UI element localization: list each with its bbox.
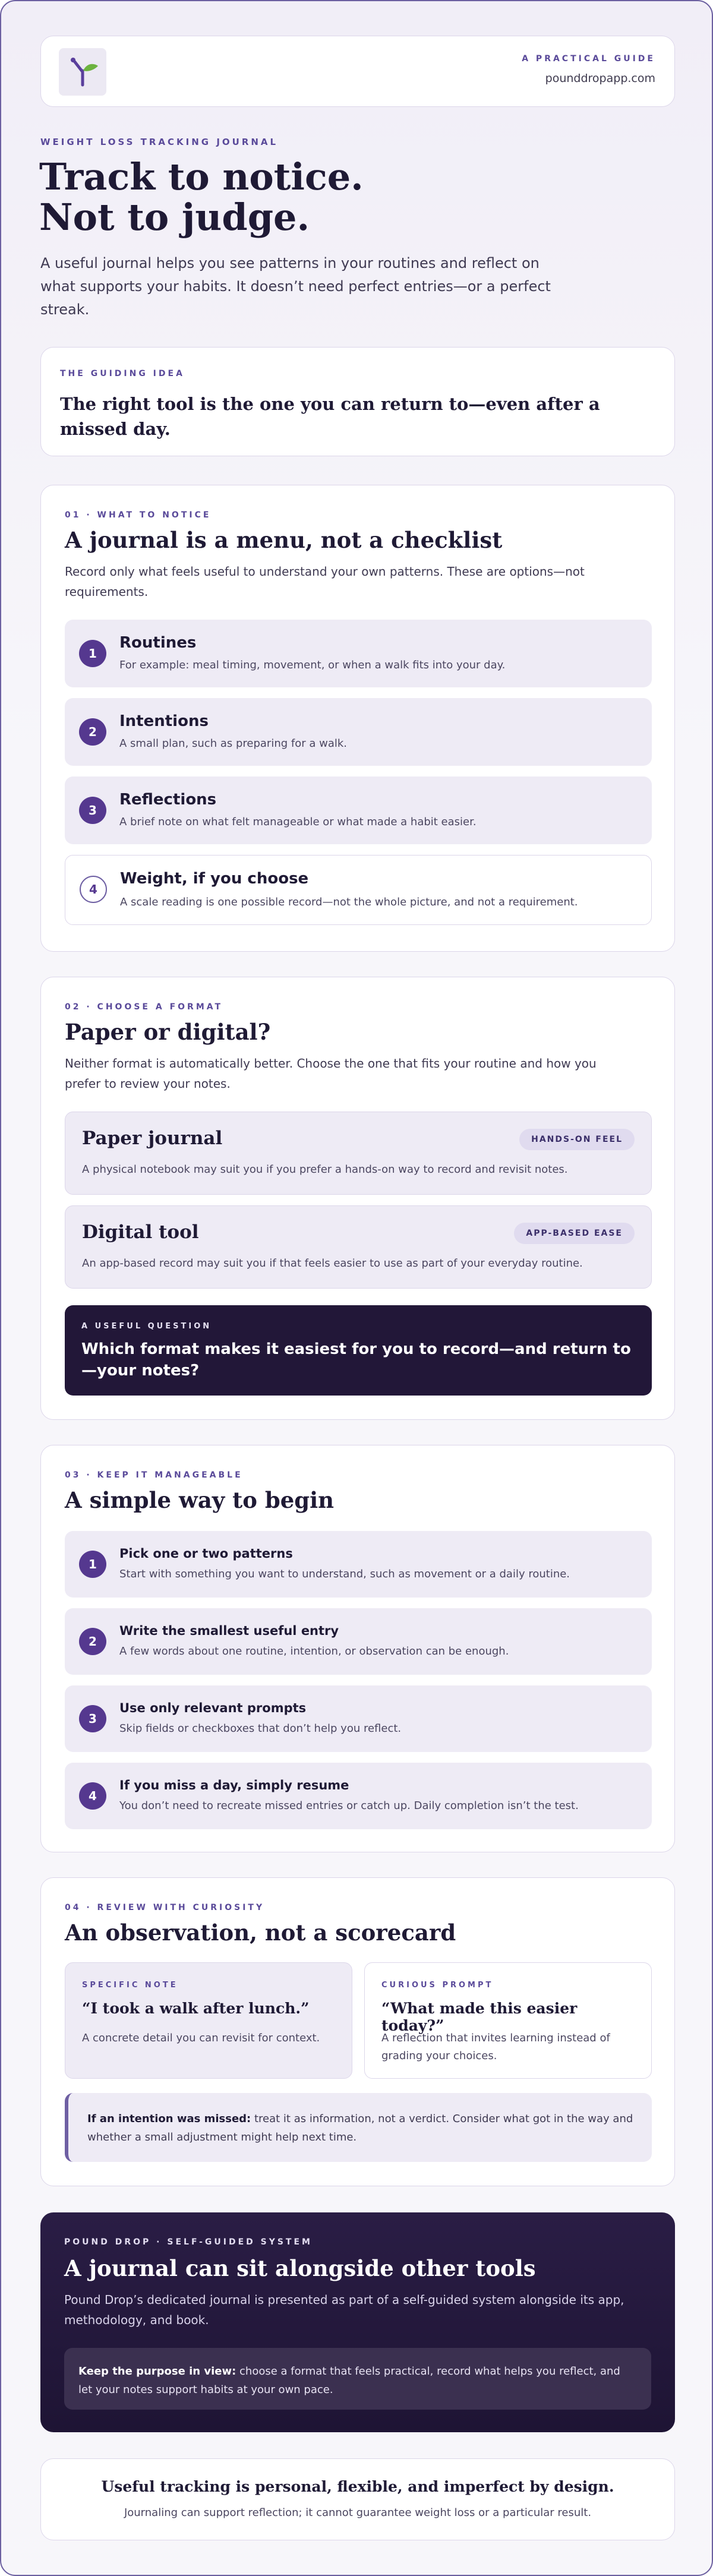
format-badge: HANDS-ON FEEL xyxy=(519,1129,635,1150)
section-what-to-notice xyxy=(40,485,675,952)
question-text: Which format makes it easiest for you to record—and return to—your notes? xyxy=(81,1340,631,1379)
note-eyebrow: CURIOUS PROMPT xyxy=(381,1981,494,1990)
header-eyebrow: A PRACTICAL GUIDE xyxy=(522,54,655,64)
section2-title: Paper or digital? xyxy=(65,1019,271,1045)
item-title: Weight, if you choose xyxy=(120,870,309,888)
step-item xyxy=(65,1531,652,1598)
callout-text xyxy=(87,2110,634,2146)
header-url-link[interactable]: pounddropapp.com xyxy=(545,72,655,85)
pd-box-body: choose a format that feels practical, record what helps you reflect, and let your notes support habits at your own pace. xyxy=(78,2365,620,2396)
footer-description: Journaling can support reflection; it cannot guarantee weight loss or a particular result. xyxy=(124,2506,592,2519)
missed-intention-callout xyxy=(65,2093,652,2162)
step-item xyxy=(65,1763,652,1829)
section1-description: Record only what feels useful to understand your own patterns. These are options—not requirements. xyxy=(65,564,585,599)
question-eyebrow: A USEFUL QUESTION xyxy=(81,1322,212,1331)
format-option-paper xyxy=(65,1112,652,1195)
section1-title: A journal is a menu, not a checklist xyxy=(65,527,503,553)
pd-purpose-box xyxy=(64,2348,651,2410)
section1-eyebrow: 01 · WHAT TO NOTICE xyxy=(65,510,212,520)
pd-box-text xyxy=(78,2362,637,2399)
guiding-text: The right tool is the one you can return to—even after a missed day. xyxy=(60,394,600,439)
step-title: If you miss a day, simply resume xyxy=(119,1778,349,1792)
item-description: A small plan, such as preparing for a walk. xyxy=(119,737,347,750)
item-number-badge: 4 xyxy=(80,876,107,903)
guiding-eyebrow: THE GUIDING IDEA xyxy=(60,369,185,378)
section2-description: Neither format is automatically better. Choose the one that fits your routine and how you prefer to review your notes. xyxy=(65,1056,597,1091)
item-title: Intentions xyxy=(119,712,209,730)
note-card-specific xyxy=(65,1962,352,2079)
note-eyebrow: SPECIFIC NOTE xyxy=(82,1981,178,1990)
item-description: For example: meal timing, movement, or when a walk fits into your day. xyxy=(119,659,506,671)
step-title: Write the smallest useful entry xyxy=(119,1624,339,1638)
section2-eyebrow: 02 · CHOOSE A FORMAT xyxy=(65,1002,223,1012)
header-card xyxy=(40,36,675,107)
item-number-badge: 1 xyxy=(79,640,106,667)
pd-title: A journal can sit alongside other tools xyxy=(64,2255,536,2281)
list-item-optional xyxy=(65,855,652,925)
guiding-idea-card xyxy=(40,347,675,456)
list-item xyxy=(65,698,652,766)
pound-drop-card xyxy=(40,2212,675,2432)
step-description: Start with something you want to understand, such as movement or a daily routine. xyxy=(119,1568,570,1580)
note-description: A reflection that invites learning instead of grading your choices. xyxy=(381,2032,610,2062)
step-title: Pick one or two patterns xyxy=(119,1546,293,1561)
hero-eyebrow: WEIGHT LOSS TRACKING JOURNAL xyxy=(40,137,279,147)
item-title: Routines xyxy=(119,634,197,652)
format-badge: APP-BASED EASE xyxy=(514,1223,635,1244)
hero-title-line2: Not to judge. xyxy=(39,195,310,239)
item-description: A brief note on what felt manageable or what made a habit easier. xyxy=(119,816,477,828)
note-description: A concrete detail you can revisit for context. xyxy=(82,2032,320,2044)
step-number-badge: 4 xyxy=(79,1782,106,1810)
format-description: A physical notebook may suit you if you prefer a hands-on way to record and revisit notes. xyxy=(82,1163,568,1176)
item-number-badge: 3 xyxy=(79,797,106,824)
hero-title-line1: Track to notice. xyxy=(39,155,364,198)
section4-eyebrow: 04 · REVIEW WITH CURIOSITY xyxy=(65,1903,265,1912)
item-description: A scale reading is one possible record—not the whole picture, and not a requirement. xyxy=(120,896,578,908)
pd-description: Pound Drop’s dedicated journal is presented as part of a self-guided system alongside its app, methodology, and book. xyxy=(64,2293,624,2327)
hero-title xyxy=(39,157,574,238)
sprout-logo-icon xyxy=(64,53,102,91)
callout-lead: If an intention was missed: xyxy=(87,2113,251,2125)
step-number-badge: 1 xyxy=(79,1551,106,1578)
step-number-badge: 3 xyxy=(79,1705,106,1732)
section-review-curiosity xyxy=(40,1877,675,2186)
step-item xyxy=(65,1685,652,1752)
pd-eyebrow: POUND DROP · SELF-GUIDED SYSTEM xyxy=(64,2237,313,2247)
step-item xyxy=(65,1608,652,1675)
format-description: An app-based record may suit you if that feels easier to use as part of your everyday routine. xyxy=(82,1257,583,1270)
note-quote: “I took a walk after lunch.” xyxy=(82,2000,310,2017)
section-choose-format xyxy=(40,977,675,1420)
item-title: Reflections xyxy=(119,791,217,809)
useful-question-box xyxy=(65,1305,652,1396)
step-title: Use only relevant prompts xyxy=(119,1701,307,1715)
list-item xyxy=(65,620,652,687)
section3-title: A simple way to begin xyxy=(65,1487,335,1513)
section3-eyebrow: 03 · KEEP IT MANAGEABLE xyxy=(65,1470,243,1480)
hero-description: A useful journal helps you see patterns in your routines and reflect on what supports your habits. It doesn’t need perfect entries—or a perfect streak. xyxy=(40,255,551,318)
note-card-curious xyxy=(364,1962,652,2079)
section-keep-manageable xyxy=(40,1445,675,1852)
step-description: A few words about one routine, intention, or observation can be enough. xyxy=(119,1645,509,1658)
format-title: Digital tool xyxy=(82,1221,199,1243)
format-title: Paper journal xyxy=(82,1128,223,1149)
step-description: Skip fields or checkboxes that don’t help you reflect. xyxy=(119,1722,402,1735)
logo[interactable] xyxy=(59,48,106,96)
format-option-digital xyxy=(65,1205,652,1289)
pd-box-lead: Keep the purpose in view: xyxy=(78,2365,236,2378)
note-quote: “What made this easier today?” xyxy=(381,2000,578,2034)
step-description: You don’t need to recreate missed entries or catch up. Daily completion isn’t the test. xyxy=(119,1800,579,1812)
footer-title: Useful tracking is personal, flexible, and imperfect by design. xyxy=(101,2478,614,2495)
callout-body: treat it as information, not a verdict. Consider what got in the way and whether a small adjustment might help next time. xyxy=(87,2113,633,2143)
list-item xyxy=(65,776,652,844)
step-number-badge: 2 xyxy=(79,1628,106,1655)
item-number-badge: 2 xyxy=(79,718,106,746)
section4-title: An observation, not a scorecard xyxy=(65,1920,456,1946)
footer-card xyxy=(40,2458,675,2540)
